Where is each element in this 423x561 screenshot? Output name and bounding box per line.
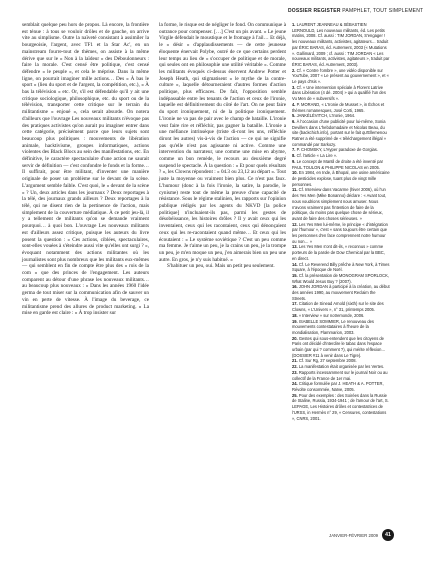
- footnote-number: 21.: [292, 358, 298, 364]
- footnote-text: LAURENT JEANNEAU & SÉBASTIEN LERNOULD, Les nouveaux militants, éd. Les petits matins, 2008. Cf. aussi : TIM JORDAN, S'engager ! les nouveaux militants, activistes, agitateurs… traduit par ÉRIC BARAS, éd. Autrement, 2003 (« Mutations ». Gallimard, 2009 ; cf. aussi : TIM JORDAN « Les nouveaux militants, activistes, agitateurs », traduit par ÉRIC BARAS, éd. Autrement, 2003).: [292, 22, 390, 67]
- footnote-text: P. CHOMSKY, L'Hyper paradoxe de Gorgias.: [296, 147, 378, 153]
- footnote: [292, 102, 390, 113]
- column-1-text: semblait quelque peu hors de propos. Là encore, la frontière est ténue : à tous se vouloir drôles et de gauche, on arrive vite au simplisme. Outre la naïveté consistant à assimiler la bourgeoisie, l'argent, avec TF1 et la Star Ac', en un mainstream fourre-tout de thèmes, on assiste à la même dérive que sur le « Non à la laïdeur » des Déboulonneurs : faire la morale. C'est censé être politique, c'est censé défendre « le peuple », et cela le méprise. Dans la même ligne, on pourrait imaginer mille actions… Des « À bas le sport » (lieu du sport et de l'argent, la compétition, etc.), « À bas la télévision » etc. Or, s'il est défendable qu'il y ait une critique sociologique, philosophique, etc. du sport ou de la télévision, transporter cette critique sur le terrain du militantisme « enjoué », cela serait absurde. On notera d'ailleurs que l'ouvrage Les nouveaux militants n'évoque pas des pratiques activistes qu'on aurait pu imaginer entrer dans cette catégorie, précisément parce que leurs sujets sont beaucoup plus politiques : mouvements de libération animale, hacktivisme, groupes informatiques, actions violentes des Black Blocs au sein des manifestations, etc. En définitive, le caractère spectaculaire d'une action ne saurait servir de définition — c'est confondre le fonds et la forme… Il suffirait, pour être militant, d'inventer une manière originale de poser un problème sur le devant de la scène. L'argument semble faible. C'est quoi, le « devant de la scène » ? Un, deux articles dans les journaux ? Deux reportages à la télé, des journaux grands ailleurs ? Deux reportages à la télé, qui ne disent rien de la pertinence de l'action, mais simplement de la couverture médiatique. À ce petit jeu-là, il y a tellement de militants qu'on se demande vraiment pourquoi… à quoi bon. L'ouvrage Les nouveaux militants est d'ailleurs assez critique, puisque les auteurs du livre posent la question : « Ces actions, ciblées, spectaculaires, sont-elles vouées à s'éteindre aussi vite qu'elles ont surgi ? », évoquant notamment des actions militantes où les journalistes sont plus nombreux que les militants eux-mêmes — qui semblent en fin de compte être plus des « rois de la com » que des princes de l'engagement. Les auteurs comparent au détour d'une phrase les nouveaux militants… au beaucoup plus nouveaux : « Dans les années 1960 l'idée germa de tout miser sur la communication afin de sauver un vin en perte de vitesse. À l'image du beverage, ce militantisme prend des allures de product marketing. » La mise en garde est claire : « À trop insister sur: [22, 22, 149, 317]
- article-column-1: [22, 22, 149, 537]
- footnote: [292, 119, 390, 148]
- footnote-number: 18.: [292, 312, 298, 318]
- footnote-text: Cf. « Contre l'ombre », une vidéo disponible sur YouTube, 2007 « Le présent au gouvernement », et « Le pays d'Isis ».: [292, 67, 389, 85]
- footnote: [292, 336, 390, 359]
- footnote: [292, 85, 390, 102]
- footnote-text: Les Yes Men s'ont dit-ils, « reconnus » comme porteurs de la parole de Dow Chemical par la BBC, en direct.: [292, 244, 385, 261]
- footnote: [292, 381, 390, 392]
- footnote-number: 3.: [292, 84, 296, 90]
- footnote-text: À l'occasion d'une publicité pour lui-même, Sonia Devillers dans L'hebdomadaire et Nicolas Beau, du site (backchich.info), portant sur le fait qu'Ellemenou Ratner a été supprimé de « téléchargement illégal » commandé par Sarkozy.: [292, 118, 387, 147]
- footnote-number: 23.: [292, 369, 298, 375]
- footnote-number: 24.: [292, 381, 298, 387]
- footnote-number: 4.: [292, 101, 296, 107]
- footnote-text: Rapports incessamment sur le journal Noir ou au collectif de la France de 1er mai.: [292, 369, 388, 381]
- footnote: [292, 393, 390, 422]
- footnote-number: 19.: [292, 318, 298, 324]
- footnote-text: En 1984, en Inde, à Bhopal, une usine américaine de pesticides explose, tuant plus de vingt mille personnes.: [292, 170, 390, 187]
- column-2-paragraph-1: la forme, le risque est de négliger le fond. On communique à outrance pour compenser. […] C'est un pis avant. » Le jeune Virgile défendait le moustique et le fromage à l'ail… Et déjà, le « désir » d'applaudissements — de cette jeunesse éloquente énervait Polybe, outré de ce que certains perdent leur temps au lieu de « s'occuper de politique et de morale, qui seules ont en philosophie une utilité véritable ». Comme les militants évoqués ci-dessus énervent Andrew Potter et Joseph Heath, qui stigmatisent « le mythe de la contre-culture », laquelle détourneraient d'autres formes d'action politique, plus efficaces. De fait, l'opposition semble indépassable entre les tenants de l'action et ceux de l'ironie, laquelle est définitivement du côté de l'art. On ne peut faire du sport ironiquement, ni de la politique ironiquement. L'ironie ne va pas de pair avec le champ de bataille. L'ironie veut faire rire et réfléchir, pas gagner la bataille. L'ironie a une méfiance intrinsèque (triste di-ront les uns, réfléchie diront les autres) vis-à-vis de l'action — ce qui ne signifie pas qu'elle n'est pas agissante ni active. Comme une intervention du narrateur, une comme une mise en abyme, comme un bon remède, le recours au deuxième degré suspend le spectacle. À la question : « Et pour quels résultats ? », les Clowns répondent : « 04.3 ou 23,12 au départ ». Tout juste la moyenne ou vraiment bien plus. Ce n'est pas faux. L'humour (donc à la fois l'ironie, la satire, la parodie, le cynisme) reste tout de même la preuve d'une capacité de résistance. Sous le régime stalinien, les rapports sur l'opinion publique rédigés par les agents du NKVD [la police politique] n'incluaient-ils pas, parmi les gestes de désobéissance, les histoires drôles ? Il y avait ceux qui les inventaient, ceux qui les racontaient, ceux qui dénonçaient ceux qui les re-racontaient quand même… Et ceux qui les écoutaient : « Le système soviétique ? C'est un peu comme ma femme. Je t'aime un peu, je la crains un peu, je la trompe un peu, je m'en moque un peu, j'en aimerais bien un peu une autre. En gros, je n'y suis habitué. »: [159, 22, 286, 263]
- footnote-text: P. MORAND, « L'Ironie de Musset », in Échos et thèmes romanesques, José Corti, 1965.: [292, 101, 385, 113]
- footnote: [292, 301, 390, 312]
- footnote-number: 7.: [292, 147, 296, 153]
- footnote-text: « Interview » sur notremonde, 2006.: [298, 312, 365, 318]
- footnote-number: 5.: [292, 113, 296, 119]
- footnote: [292, 273, 390, 284]
- footnote-number: 10.: [292, 170, 298, 176]
- footnote-text: Citation de Sinead Arnold (sixth) sur le site des Clowns, « L'Univers », n° 31, printemps 2005.: [292, 301, 384, 313]
- footnote-number: 2.: [292, 67, 296, 73]
- footnote-number: 11.: [292, 187, 298, 193]
- footnote-text: Cf. l'article « La Lire ».: [296, 153, 338, 159]
- footnote-number: 17.: [292, 301, 298, 307]
- footnote-number: 8.: [292, 153, 296, 159]
- page-footer: [329, 529, 394, 541]
- column-2-paragraph-2: S'habituer un peu, oui. Mais un petit peu seulement.: [167, 263, 275, 270]
- footnote-number: 25.: [292, 392, 298, 398]
- footnote-text: Gestes qui sous-entendent que les citoyens de Paris ont décidé d'interdire le tabac dans l'espace urbain (par qui ? comment ?), qui mérite réflexion… (DOSSIER #11 à venir dans Le Tigre).: [292, 335, 386, 358]
- footnote-text: Cf. la présentation de MONOGRAM SPORLOCK, What Would Jesus Buy ? (2007).: [292, 272, 389, 284]
- footnote-text: Cf. Le Reverend Billy prêche à New York, à Times Square, à l'époque de Noël.: [292, 261, 390, 273]
- footnote-text: Les Yes Men lui-même, le principe « d'intégration par l'humour », c'est « sans toujours être certain que les personnes d'en face comprennent notre humour ou non… »: [292, 221, 388, 244]
- page-number: 41: [382, 529, 394, 541]
- footnote-number: 16.: [292, 284, 298, 290]
- footnote: [292, 319, 390, 336]
- footnote-number: 20.: [292, 335, 298, 341]
- footnote-text: JOHN JORDAN à participé à la création, au début des années 1990, au mouvement Reclaim the Streets.: [292, 284, 390, 301]
- footnote-text: Le concept de Mantil de droite a été inventé par PAUL TOULON & PHILIPPE NICOLAS en 2005.: [292, 158, 384, 170]
- footnote-text: Cf. « Une intervention spéciale à Florent Latrive dans Libération (4 dé. 2004) » qui a qualifié l'un des Vu Men de « subversifs ».: [292, 84, 386, 102]
- running-header: [288, 8, 423, 14]
- footnote-text: JANKÉLÉVITCH, L'Ironie, 1964.: [296, 113, 356, 119]
- footnote: [292, 284, 390, 301]
- footnote-number: 13.: [292, 244, 298, 250]
- footnotes-column: [292, 22, 390, 537]
- footnote: [292, 370, 390, 381]
- footnote-text: ISABELLE SOMMIER, Le renouveau des mouvements contestataires à l'heure de la mondialisation, Flammarion, 2003.: [292, 318, 374, 335]
- issue-date: JANVIER-FÉVRIER 2009: [329, 532, 378, 538]
- article-column-2: [159, 22, 286, 537]
- footnote-text: Cf. Sur Rg, 27 septembre 2008.: [298, 358, 357, 364]
- footnote-number: 22.: [292, 364, 298, 370]
- footnote-text: Pour des exemples : des Soirées dans la Russie de Staline, Russia, 1934-1941 ; de l'amour de l'art, S. LEPAGE, Les Histoires drôles et contestatrices de l'URSS, in Hermès n° 29, « Censures, contestations », CNRS, 2001.: [292, 392, 389, 421]
- footnote: [292, 159, 390, 170]
- footnote: [292, 187, 390, 221]
- footnote-number: 15.: [292, 272, 298, 278]
- footnote: [292, 22, 390, 68]
- footnote-number: 1.: [292, 22, 296, 27]
- footnote-text: Critique formulée par J. HEATH & A. POTTER, Révolte consommée, Naïve, 2005.: [292, 381, 384, 392]
- section-subtitle: PAMPHLET, TOUT SIMPLEMENT: [342, 8, 423, 14]
- footnote: [292, 244, 390, 261]
- footnote-number: 14.: [292, 261, 298, 267]
- footnote-text: Cf. Interview dans Vacarme (hiver 2006), où l'un des Yes Men (Mike Bonanno) déclare : « Avant tout, nous voudrions simplement nous amuser. Nous n'avons vraiment pas l'intention de faire de la politique, du moins pas quelque chose de sérieux, avant de faire des choses sérieuses. »: [292, 187, 387, 221]
- footnote: [292, 68, 390, 85]
- footnote: [292, 170, 390, 187]
- footnote-number: 9.: [292, 158, 296, 164]
- footnote: [292, 222, 390, 245]
- section-title: DOSSIER REGISTER: [288, 8, 341, 14]
- footnote-number: 12.: [292, 221, 298, 227]
- footnote-number: 6.: [292, 118, 296, 124]
- footnote-text: La manifestation était organisée par les Vertes.: [298, 364, 385, 370]
- footnote: [292, 262, 390, 273]
